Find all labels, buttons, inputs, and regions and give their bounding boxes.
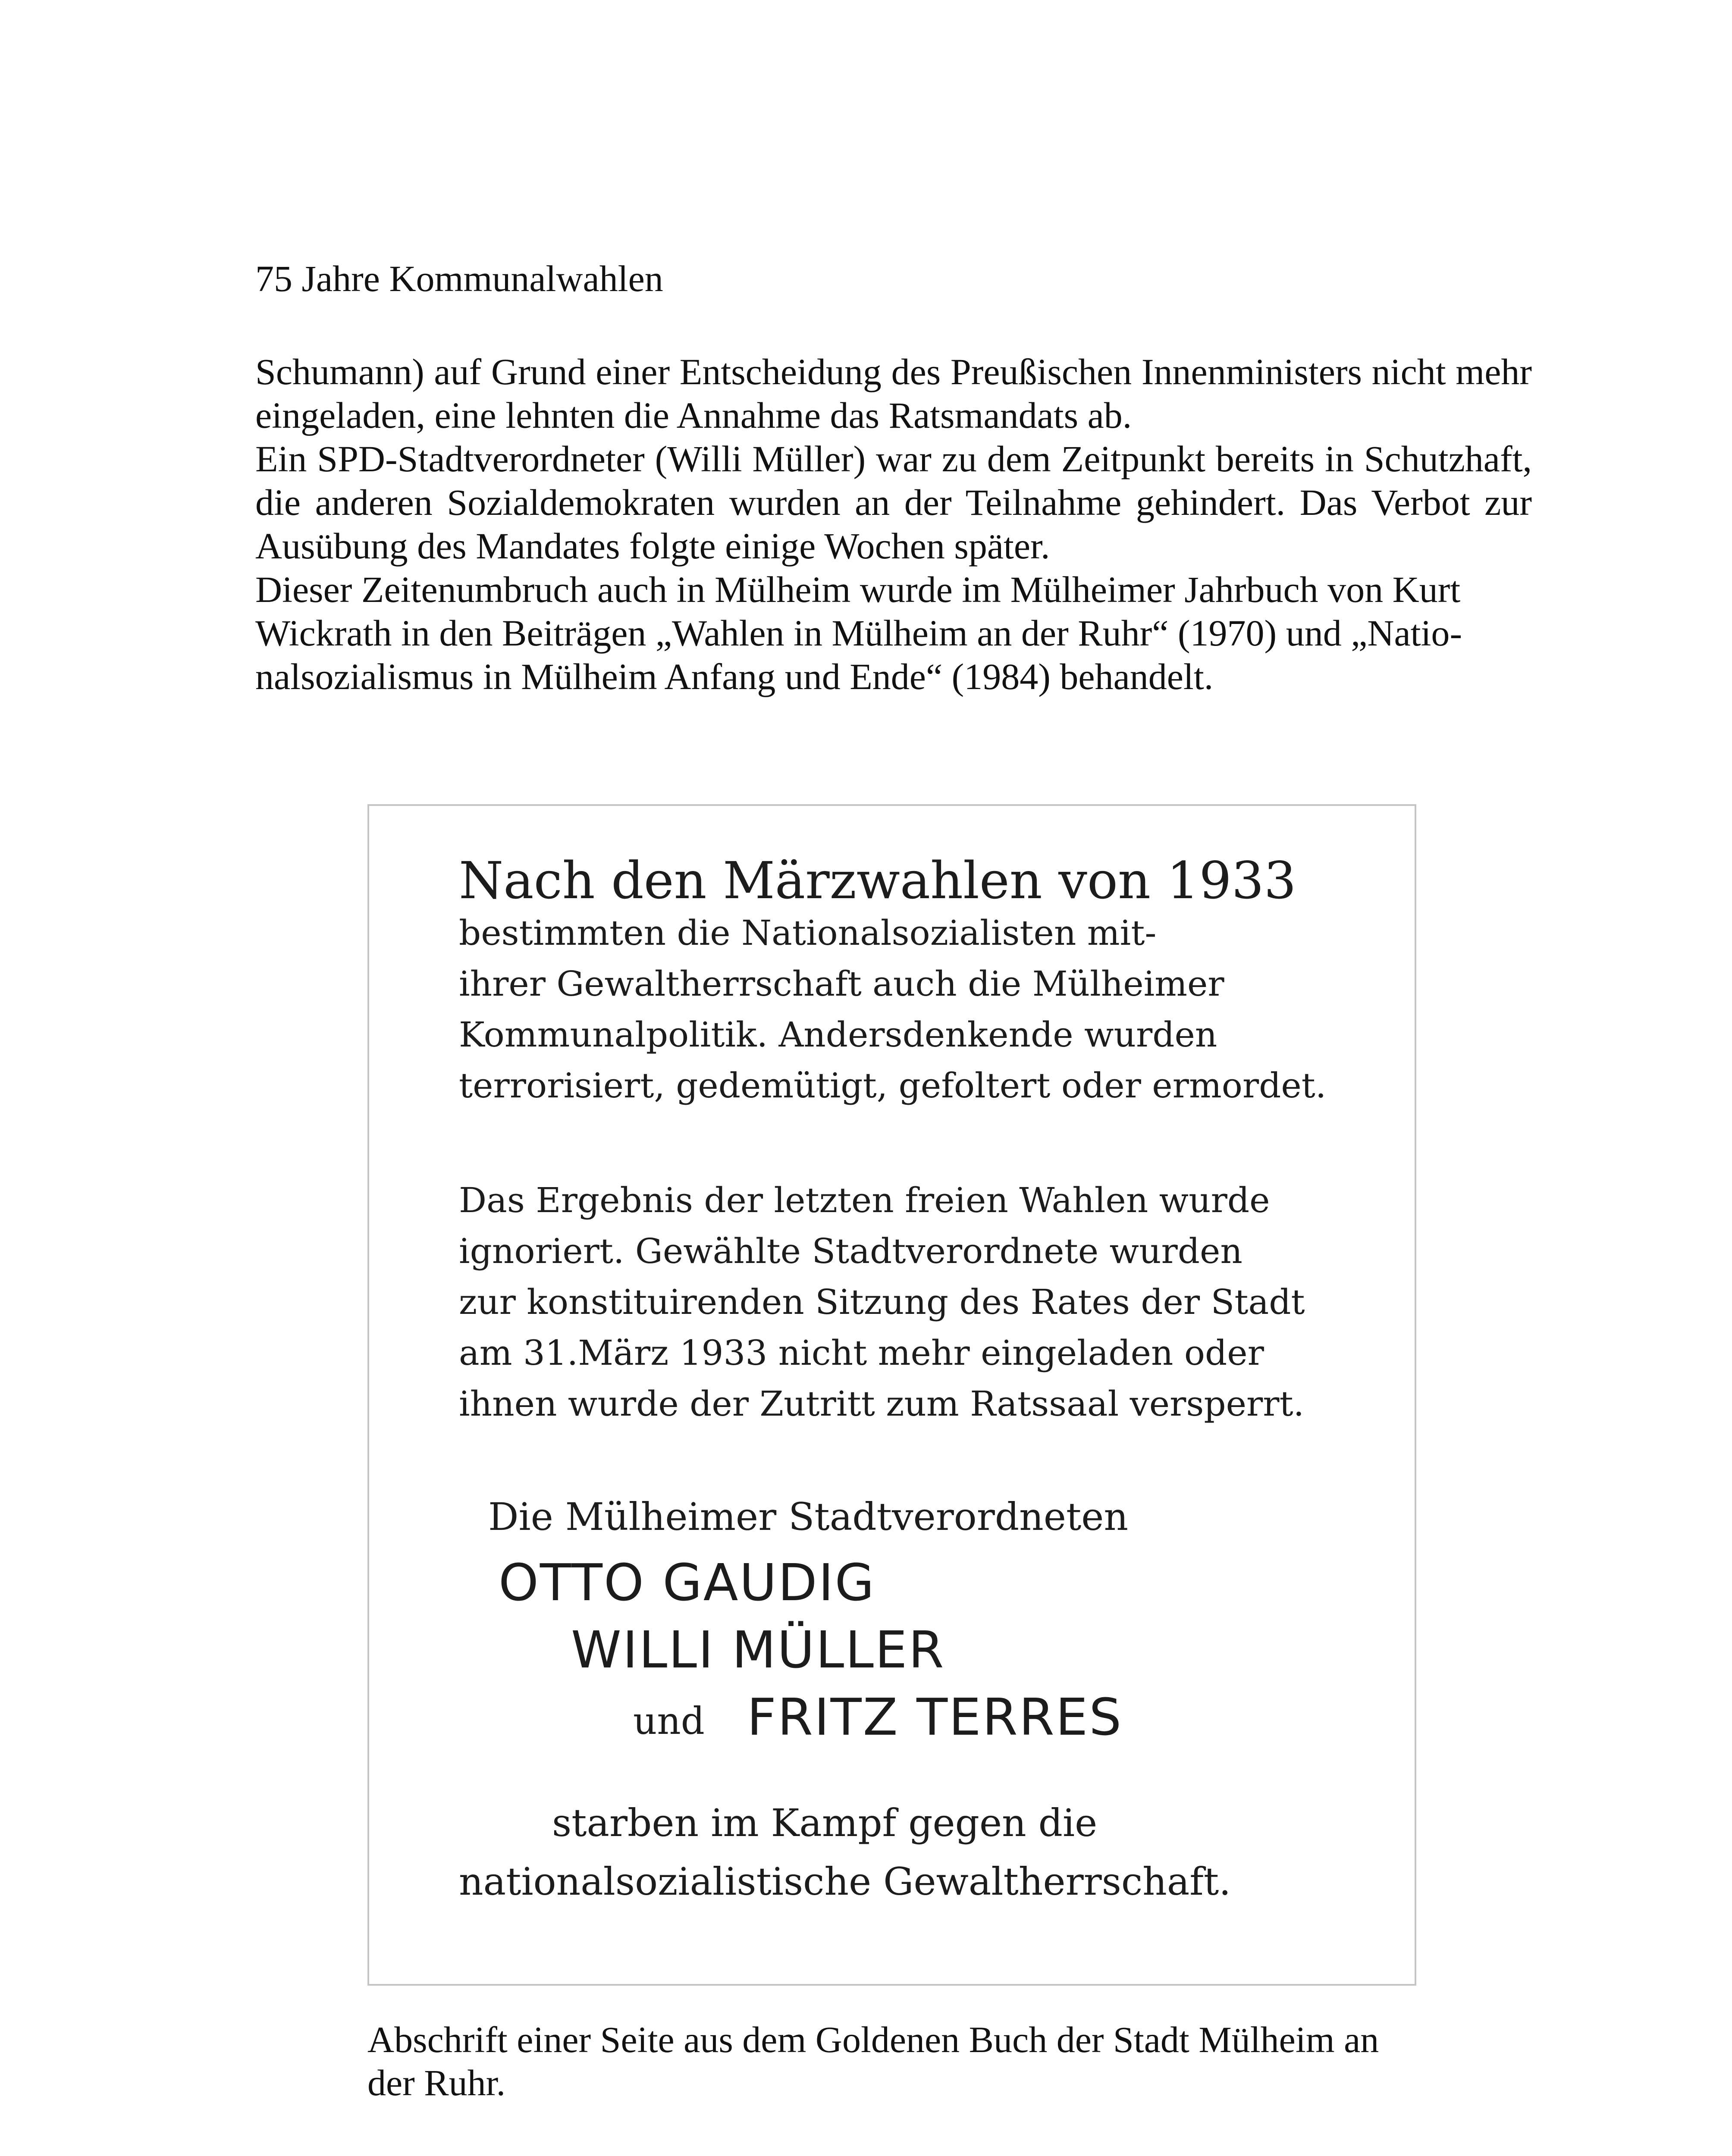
body-paragraph: Schumann) auf Grund einer Entscheidung des Preußischen Innenministers nicht mehr eingeladen, eine lehnten die Annahme das Ratsmandats ab. [255,351,1532,436]
plaque-line: starben im Kampf gegen die [552,1801,1098,1845]
plaque-name: FRITZ TERRES [747,1687,1123,1747]
plaque-line: ihnen wurde der Zutritt zum Ratssaal versperrt. [459,1384,1305,1424]
golden-book-plaque [367,804,1416,1986]
running-head: 75 Jahre Kommunalwahlen [255,258,663,299]
plaque-line: Kommunalpolitik. Andersdenkende wurden [459,1015,1217,1055]
plaque-line: nationalsozialistische Gewaltherrschaft. [459,1859,1231,1904]
plaque-line: ignoriert. Gewählte Stadtverordnete wurden [459,1231,1243,1271]
plaque-intro: Die Mülheimer Stadtverordneten [488,1495,1129,1539]
plaque-heading: Nach den Märzwahlen von 1933 [459,851,1296,910]
plaque-line: ihrer Gewaltherrschaft auch die Mülheimer [459,964,1224,1004]
body-paragraph: Ein SPD-Stadtverordneter (Willi Müller) war zu dem Zeitpunkt bereits in Schutzhaft, die anderen Sozialdemokraten wurden an der Teilnahme gehindert. Das Verbot zur Ausübung des Mandates folgte einige Wochen später. [255,438,1532,567]
plaque-line: Das Ergebnis der letzten freien Wahlen wurde [459,1180,1270,1220]
plaque-name: WILLI MÜLLER [571,1620,945,1680]
body-paragraph: Dieser Zeitenumbruch auch in Mülheim wurde im Mülheimer Jahrbuch von Kurt Wickrath in den Beiträgen „Wahlen in Mülheim an der Ruhr“ (1970) und „Nationalsozialismus in Mülheim Anfang und Ende“ (1984) behandelt. [255,569,1462,697]
plaque-und: und [633,1700,705,1743]
plaque-line: am 31.März 1933 nicht mehr eingeladen oder [459,1333,1264,1373]
plaque-name: OTTO GAUDIG [499,1553,875,1612]
plaque-line: terrorisiert, gedemütigt, gefoltert oder ermordet. [459,1065,1327,1106]
plaque-caption: Abschrift einer Seite aus dem Goldenen Buch der Stadt Mülheim an der Ruhr. [367,2019,1379,2103]
plaque-line: bestimmten die Nationalsozialisten mit- [459,913,1157,953]
body-text [255,350,1532,699]
plaque-line: zur konstituirenden Sitzung des Rates der Stadt [459,1282,1305,1322]
